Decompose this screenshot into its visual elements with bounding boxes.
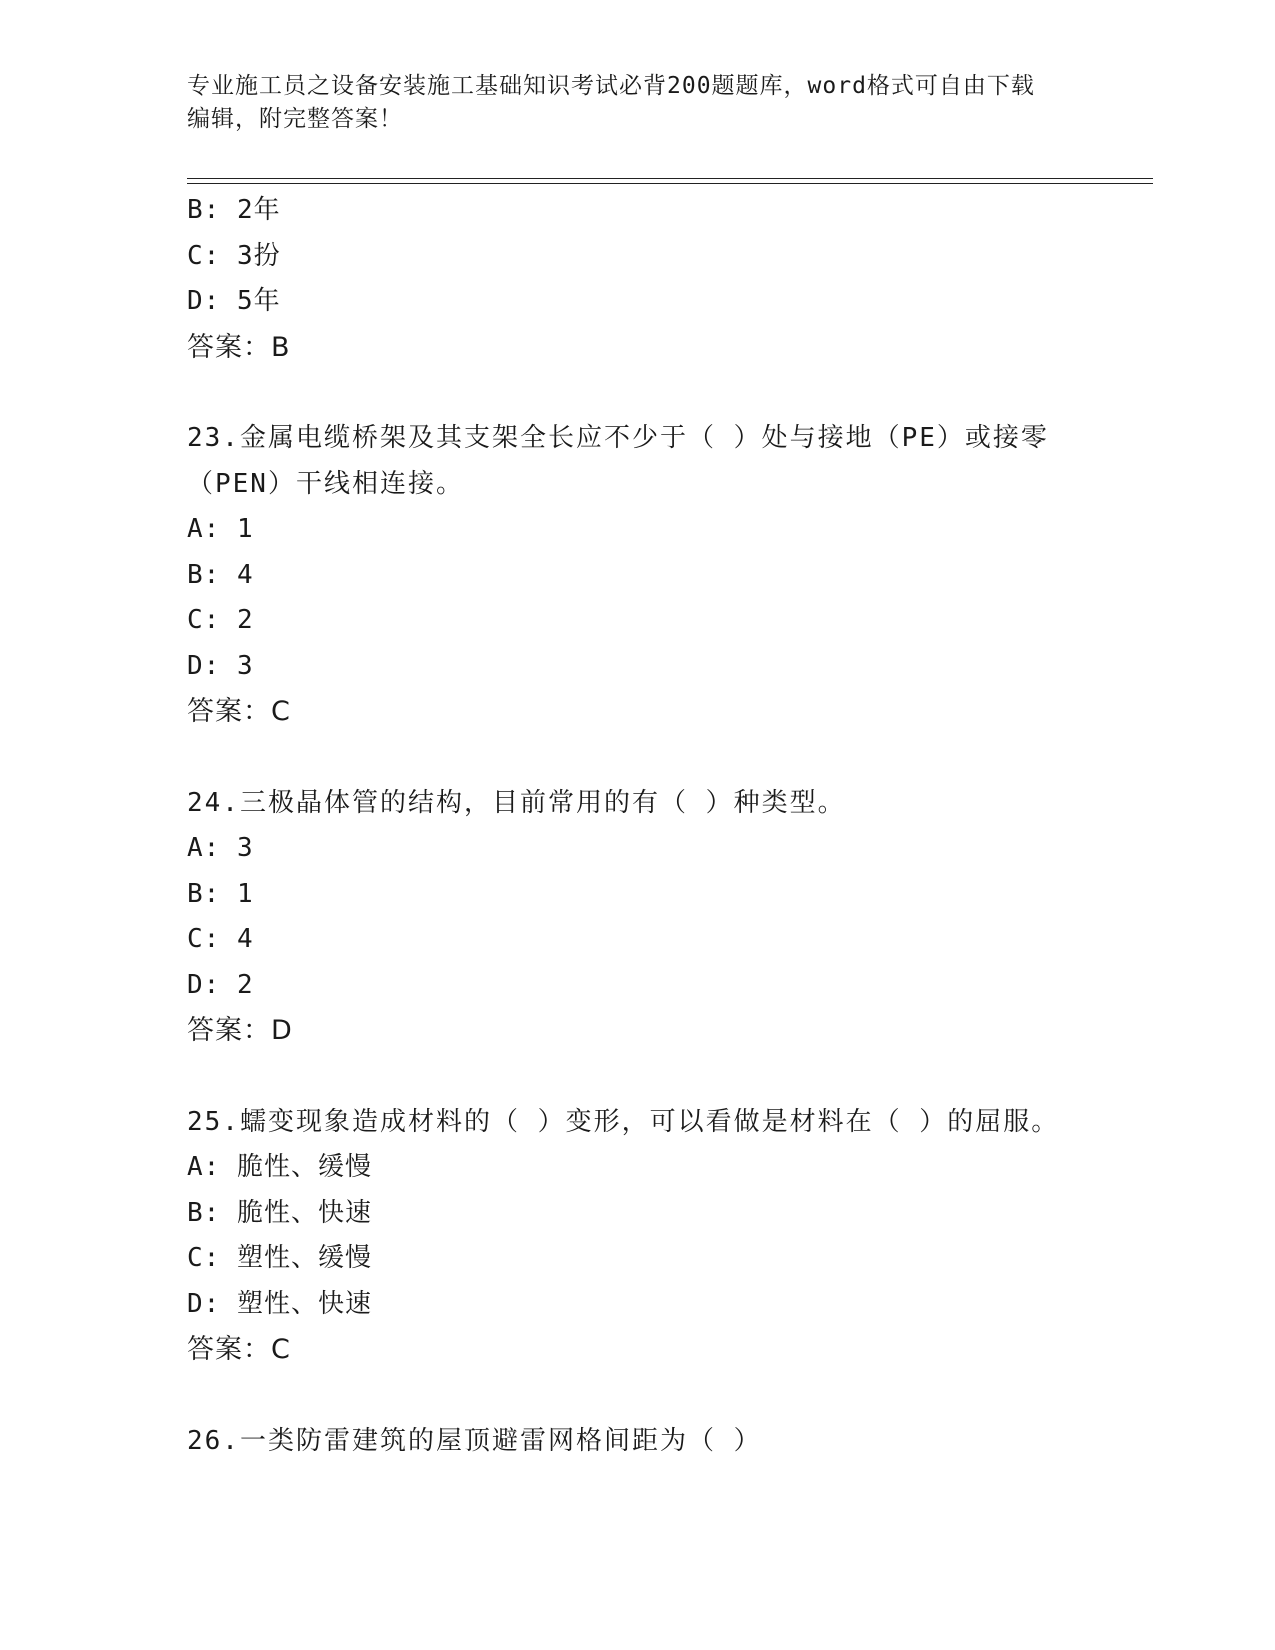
question-22-tail	[187, 188, 1087, 370]
answer: 答案：C	[187, 696, 291, 727]
header-line-1: 专业施工员之设备安装施工基础知识考试必背200题题库，word格式可自由下载	[187, 73, 1035, 99]
option-b: B: 脆性、快速	[187, 1197, 372, 1228]
answer: 答案：D	[187, 1015, 293, 1046]
option-b: B: 4	[187, 559, 254, 590]
question-24	[187, 781, 1087, 1054]
question-25	[187, 1100, 1087, 1373]
option-c: C: 3扮	[187, 240, 281, 271]
option-b: B: 2年	[187, 195, 281, 225]
question-23	[187, 416, 1087, 735]
option-d: D: 5年	[187, 286, 281, 316]
question-text-cont: （PEN）干线相连接。	[187, 468, 464, 499]
question-list	[187, 188, 1087, 1464]
option-c: C: 4	[187, 924, 254, 954]
option-b: B: 1	[187, 878, 254, 909]
question-26	[187, 1419, 1087, 1465]
option-a: A: 1	[187, 514, 254, 544]
option-d: D: 2	[187, 969, 254, 1000]
header-divider-bottom	[187, 183, 1153, 184]
header-line-2: 编辑，附完整答案！	[187, 106, 403, 132]
question-text: 25.蠕变现象造成材料的（ ）变形，可以看做是材料在（ ）的屈服。	[187, 1106, 1060, 1137]
option-a: A: 3	[187, 833, 254, 863]
question-text: 23.金属电缆桥架及其支架全长应不少于（ ）处与接地（PE）或接零	[187, 423, 1049, 453]
answer: 答案：B	[187, 331, 291, 363]
question-text: 26.一类防雷建筑的屋顶避雷网格间距为（ ）	[187, 1425, 762, 1456]
option-a: A: 脆性、缓慢	[187, 1152, 372, 1182]
document-header	[187, 70, 1067, 136]
option-c: C: 2	[187, 605, 254, 635]
question-text: 24.三极晶体管的结构，目前常用的有（ ）种类型。	[187, 787, 846, 818]
option-d: D: 塑性、快速	[187, 1288, 372, 1319]
option-c: C: 塑性、缓慢	[187, 1243, 372, 1273]
option-d: D: 3	[187, 650, 254, 681]
header-divider-top	[187, 178, 1153, 179]
answer: 答案：C	[187, 1334, 291, 1365]
